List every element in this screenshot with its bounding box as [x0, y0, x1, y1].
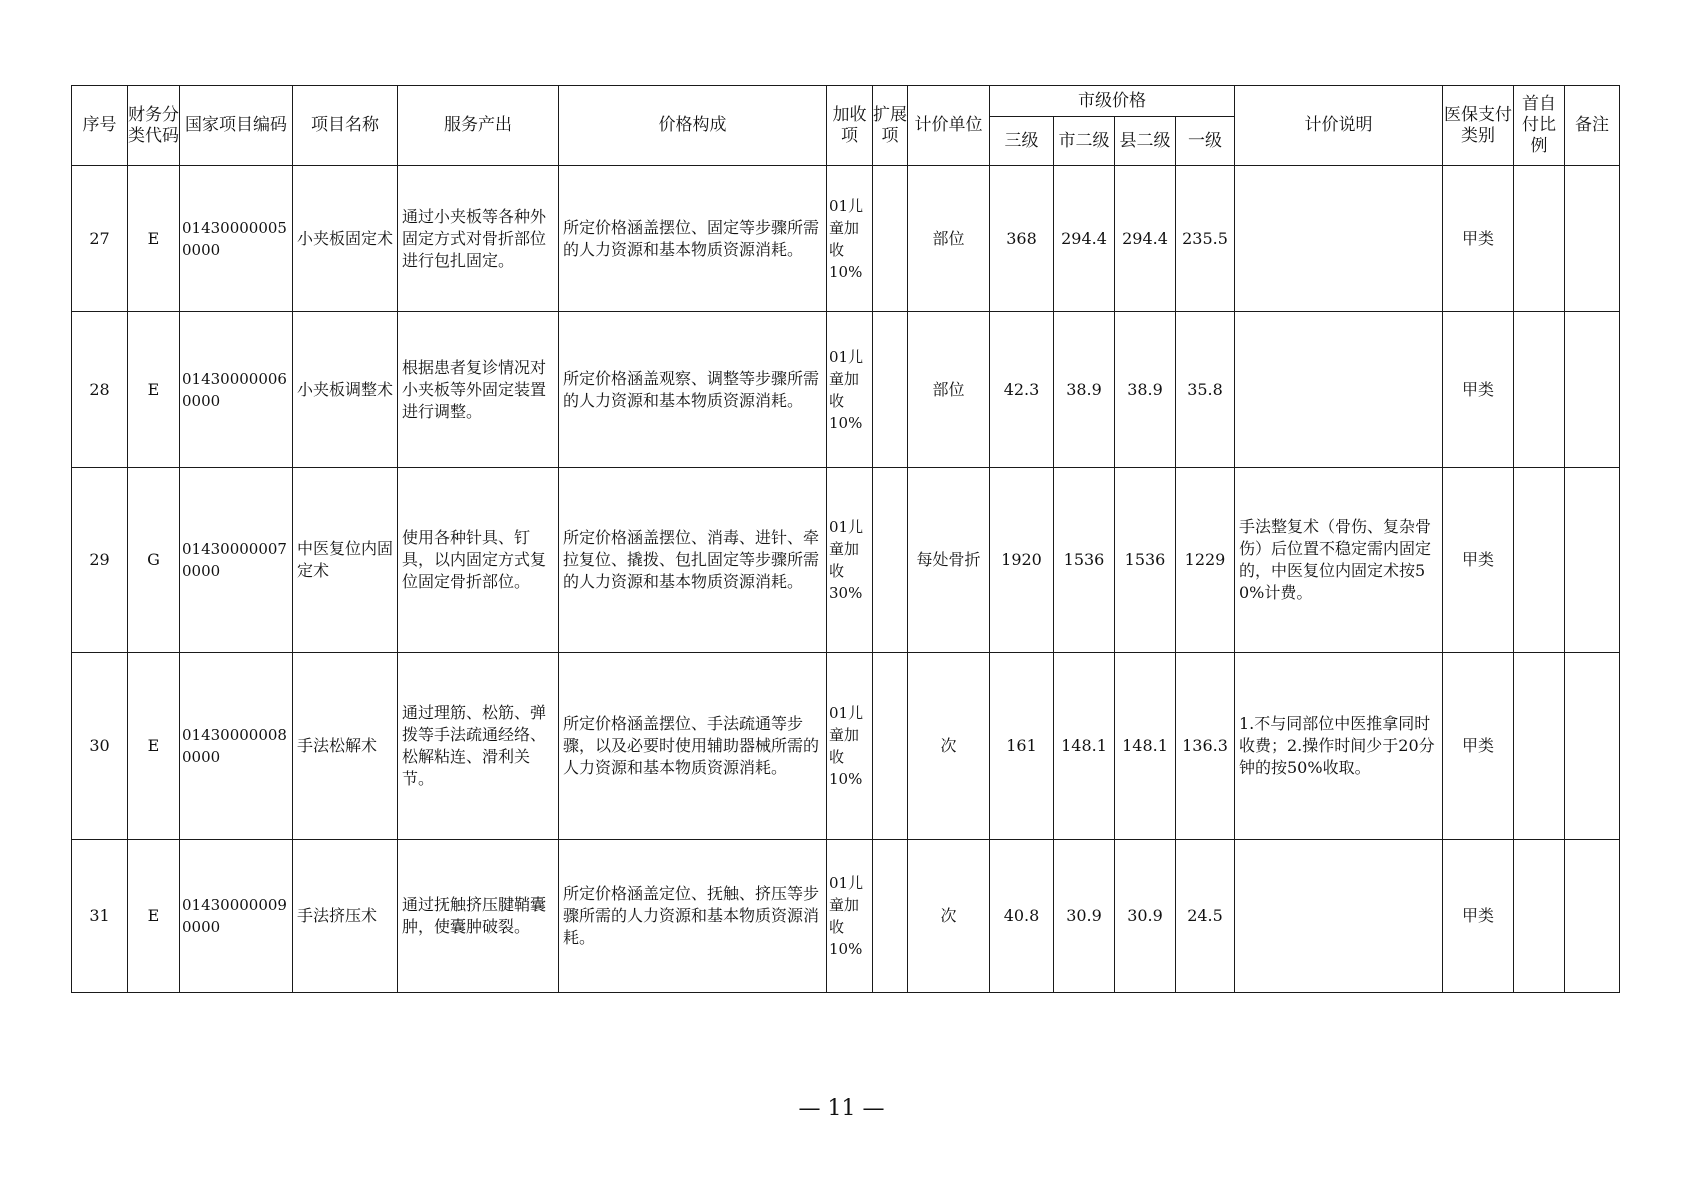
header-city-level-2: 市二级: [1054, 117, 1115, 166]
cell-county-level-2: 294.4: [1115, 166, 1176, 312]
cell-county-level-2: 148.1: [1115, 653, 1176, 840]
header-pricing-note: 计价说明: [1235, 86, 1443, 166]
cell-price-composition: 所定价格涵盖摆位、消毒、进针、牵拉复位、撬拨、包扎固定等步骤所需的人力资源和基本物质资源消耗。: [559, 468, 827, 653]
cell-city-level-2: 38.9: [1054, 312, 1115, 468]
cell-pricing-note: 1.不与同部位中医推拿同时收费；2.操作时间少于20分钟的按50%收取。: [1235, 653, 1443, 840]
cell-item-name: 手法松解术: [293, 653, 398, 840]
cell-insurance-category: 甲类: [1443, 468, 1514, 653]
header-level-3: 三级: [990, 117, 1054, 166]
page-number: — 11 —: [798, 1096, 885, 1121]
cell-seq: 28: [72, 312, 128, 468]
cell-national-code: 014300000090000: [180, 840, 293, 993]
header-row-1: [72, 86, 1620, 117]
cell-remark: [1565, 653, 1620, 840]
table-row: [72, 312, 1620, 468]
cell-national-code: 014300000060000: [180, 312, 293, 468]
cell-insurance-category: 甲类: [1443, 840, 1514, 993]
cell-surcharge: 01儿童加收30%: [827, 468, 873, 653]
header-city-price: 市级价格: [990, 86, 1235, 117]
cell-self-pay-ratio: [1514, 166, 1565, 312]
cell-finance-code: E: [128, 840, 180, 993]
cell-finance-code: E: [128, 166, 180, 312]
cell-finance-code: E: [128, 653, 180, 840]
cell-county-level-2: 30.9: [1115, 840, 1176, 993]
cell-surcharge: 01儿童加收10%: [827, 312, 873, 468]
cell-level-3: 161: [990, 653, 1054, 840]
cell-national-code: 014300000070000: [180, 468, 293, 653]
cell-national-code: 014300000080000: [180, 653, 293, 840]
header-remark: 备注: [1565, 86, 1620, 166]
cell-self-pay-ratio: [1514, 312, 1565, 468]
price-table: [71, 85, 1620, 993]
cell-item-name: 小夹板固定术: [293, 166, 398, 312]
header-seq: 序号: [72, 86, 128, 166]
cell-level-3: 1920: [990, 468, 1054, 653]
cell-extension: [873, 653, 908, 840]
cell-service-output: 通过理筋、松筋、弹拨等手法疏通经络、松解粘连、滑利关节。: [398, 653, 559, 840]
cell-price-composition: 所定价格涵盖观察、调整等步骤所需的人力资源和基本物质资源消耗。: [559, 312, 827, 468]
cell-seq: 27: [72, 166, 128, 312]
header-pricing-unit: 计价单位: [908, 86, 990, 166]
cell-level-1: 35.8: [1176, 312, 1235, 468]
cell-price-composition: 所定价格涵盖定位、抚触、挤压等步骤所需的人力资源和基本物质资源消耗。: [559, 840, 827, 993]
table-row: [72, 166, 1620, 312]
cell-price-composition: 所定价格涵盖摆位、手法疏通等步骤，以及必要时使用辅助器械所需的人力资源和基本物质资源消耗。: [559, 653, 827, 840]
cell-extension: [873, 840, 908, 993]
header-national-code: 国家项目编码: [180, 86, 293, 166]
cell-surcharge: 01儿童加收10%: [827, 840, 873, 993]
cell-level-1: 24.5: [1176, 840, 1235, 993]
header-price-composition: 价格构成: [559, 86, 827, 166]
cell-surcharge: 01儿童加收10%: [827, 653, 873, 840]
cell-city-level-2: 1536: [1054, 468, 1115, 653]
cell-remark: [1565, 166, 1620, 312]
cell-pricing-unit: 次: [908, 840, 990, 993]
cell-level-3: 368: [990, 166, 1054, 312]
cell-county-level-2: 38.9: [1115, 312, 1176, 468]
cell-service-output: 通过小夹板等各种外固定方式对骨折部位进行包扎固定。: [398, 166, 559, 312]
cell-pricing-note: [1235, 166, 1443, 312]
cell-pricing-unit: 部位: [908, 312, 990, 468]
cell-seq: 31: [72, 840, 128, 993]
cell-surcharge: 01儿童加收10%: [827, 166, 873, 312]
cell-self-pay-ratio: [1514, 468, 1565, 653]
header-insurance-category: 医保支付类别: [1443, 86, 1514, 166]
header-level-1: 一级: [1176, 117, 1235, 166]
cell-service-output: 使用各种针具、钉具，以内固定方式复位固定骨折部位。: [398, 468, 559, 653]
header-extension: 扩展项: [873, 86, 908, 166]
cell-city-level-2: 148.1: [1054, 653, 1115, 840]
cell-level-3: 40.8: [990, 840, 1054, 993]
header-county-level-2: 县二级: [1115, 117, 1176, 166]
cell-item-name: 中医复位内固定术: [293, 468, 398, 653]
cell-pricing-note: 手法整复术（骨伤、复杂骨伤）后位置不稳定需内固定的，中医复位内固定术按50%计费。: [1235, 468, 1443, 653]
header-finance-code: 财务分类代码: [128, 86, 180, 166]
cell-remark: [1565, 468, 1620, 653]
header-self-pay-ratio: 首自付比例: [1514, 86, 1565, 166]
cell-price-composition: 所定价格涵盖摆位、固定等步骤所需的人力资源和基本物质资源消耗。: [559, 166, 827, 312]
table-row: [72, 653, 1620, 840]
cell-extension: [873, 312, 908, 468]
cell-service-output: 根据患者复诊情况对小夹板等外固定装置进行调整。: [398, 312, 559, 468]
cell-pricing-unit: 每处骨折: [908, 468, 990, 653]
cell-self-pay-ratio: [1514, 653, 1565, 840]
table-row: [72, 840, 1620, 993]
cell-pricing-unit: 次: [908, 653, 990, 840]
cell-finance-code: G: [128, 468, 180, 653]
cell-county-level-2: 1536: [1115, 468, 1176, 653]
cell-seq: 29: [72, 468, 128, 653]
header-surcharge: 加收项: [827, 86, 873, 166]
cell-extension: [873, 468, 908, 653]
cell-remark: [1565, 312, 1620, 468]
cell-city-level-2: 30.9: [1054, 840, 1115, 993]
cell-national-code: 014300000050000: [180, 166, 293, 312]
cell-finance-code: E: [128, 312, 180, 468]
cell-pricing-note: [1235, 312, 1443, 468]
table-row: [72, 468, 1620, 653]
cell-pricing-unit: 部位: [908, 166, 990, 312]
cell-level-1: 1229: [1176, 468, 1235, 653]
cell-insurance-category: 甲类: [1443, 653, 1514, 840]
cell-pricing-note: [1235, 840, 1443, 993]
cell-item-name: 小夹板调整术: [293, 312, 398, 468]
cell-self-pay-ratio: [1514, 840, 1565, 993]
cell-level-3: 42.3: [990, 312, 1054, 468]
cell-extension: [873, 166, 908, 312]
cell-service-output: 通过抚触挤压腱鞘囊肿，使囊肿破裂。: [398, 840, 559, 993]
cell-level-1: 136.3: [1176, 653, 1235, 840]
cell-item-name: 手法挤压术: [293, 840, 398, 993]
cell-level-1: 235.5: [1176, 166, 1235, 312]
cell-city-level-2: 294.4: [1054, 166, 1115, 312]
cell-insurance-category: 甲类: [1443, 312, 1514, 468]
header-item-name: 项目名称: [293, 86, 398, 166]
cell-insurance-category: 甲类: [1443, 166, 1514, 312]
cell-remark: [1565, 840, 1620, 993]
header-service-output: 服务产出: [398, 86, 559, 166]
cell-seq: 30: [72, 653, 128, 840]
